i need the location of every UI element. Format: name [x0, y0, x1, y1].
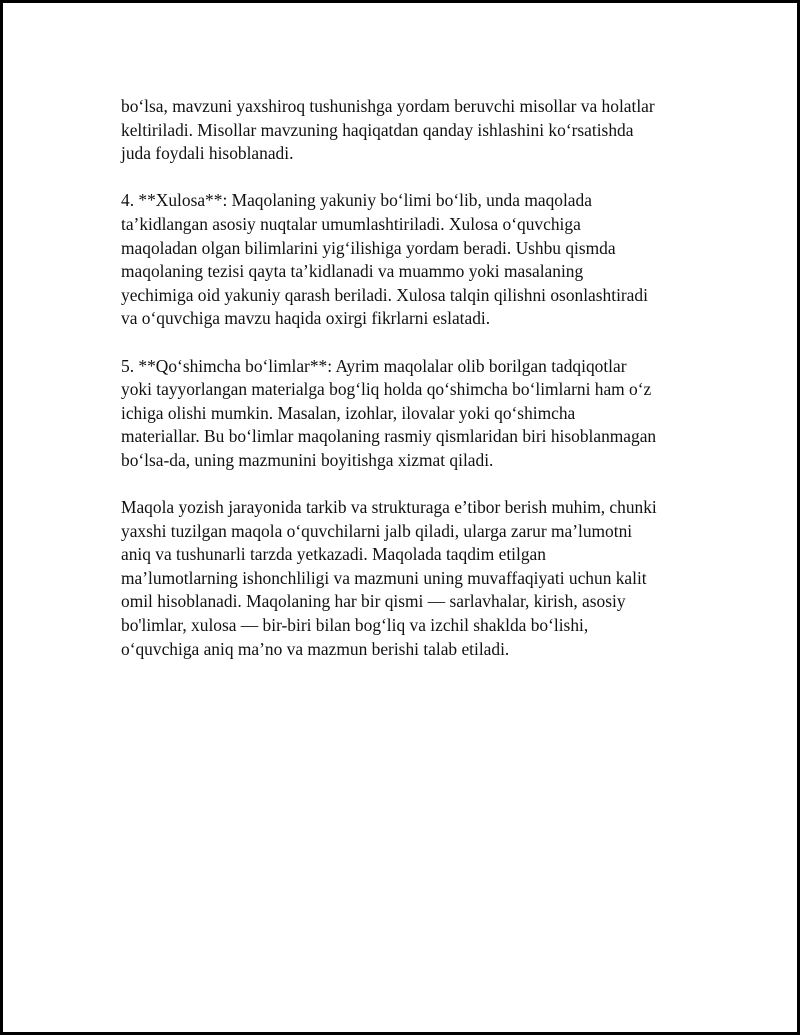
- text-line: maqolaning tezisi qayta ta’kidlanadi va muammo yoki masalaning: [121, 261, 584, 282]
- text-line: materiallar. Bu bo‘limlar maqolaning rasmiy qismlaridan biri hisoblanmagan: [121, 426, 657, 447]
- text-line: va o‘quvchiga mavzu haqida oxirgi fikrlarni eslatadi.: [121, 308, 491, 329]
- text-line: bo‘lsa-da, uning mazmunini boyitishga xizmat qiladi.: [121, 449, 494, 470]
- text-line: juda foydali hisoblanadi.: [121, 143, 294, 164]
- text-line: bo‘lsa, mavzuni yaxshiroq tushunishga yordam beruvchi misollar va holatlar: [121, 96, 655, 116]
- text-line: yechimiga oid yakuniy qarash beriladi. Xulosa talqin qilishni osonlashtiradi: [121, 284, 648, 305]
- text-line: yaxshi tuzilgan maqola o‘quvchilarni jalb qiladi, ularga zarur ma’lumotni: [121, 520, 633, 541]
- text-line: maqoladan olgan bilimlarini yig‘ilishiga yordam beradi. Ushbu qismda: [121, 237, 616, 258]
- page-body: [121, 95, 701, 685]
- text-line: bo'limlar, xulosa — bir-biri bilan bog‘liq va izchil shaklda bo‘lishi,: [121, 615, 589, 636]
- text-line: o‘quvchiga aniq ma’no va mazmun berishi talab etiladi.: [121, 638, 510, 659]
- text-line: Maqola yozish jarayonida tarkib va strukturaga e’tibor berish muhim, chunki: [121, 497, 657, 518]
- text-line: yoki tayyorlangan materialga bog‘liq holda qo‘shimcha bo‘limlarni ham o‘z: [121, 379, 652, 400]
- text-line: ta’kidlangan asosiy nuqtalar umumlashtiriladi. Xulosa o‘quvchiga: [121, 213, 581, 234]
- paragraph-examples-continued: [121, 95, 701, 166]
- text-line: ichiga olishi mumkin. Masalan, izohlar, ilovalar yoki qo‘shimcha: [121, 402, 576, 423]
- text-line: keltiriladi. Misollar mavzuning haqiqatdan qanday ishlashini ko‘rsatishda: [121, 119, 634, 140]
- text-line: 4. **Xulosa**: Maqolaning yakuniy bo‘limi bo‘lib, unda maqolada: [121, 190, 592, 211]
- text-line: aniq va tushunarli tarzda yetkazadi. Maqolada taqdim etilgan: [121, 544, 546, 565]
- paragraph-additional-sections: [121, 355, 701, 473]
- paragraph-summary: [121, 496, 701, 661]
- paragraph-conclusion: [121, 189, 701, 331]
- text-line: omil hisoblanadi. Maqolaning har bir qismi — sarlavhalar, kirish, asosiy: [121, 591, 626, 612]
- text-line: 5. **Qo‘shimcha bo‘limlar**: Ayrim maqolalar olib borilgan tadqiqotlar: [121, 355, 627, 376]
- text-line: ma’lumotlarning ishonchliligi va mazmuni uning muvaffaqiyati uchun kalit: [121, 567, 647, 588]
